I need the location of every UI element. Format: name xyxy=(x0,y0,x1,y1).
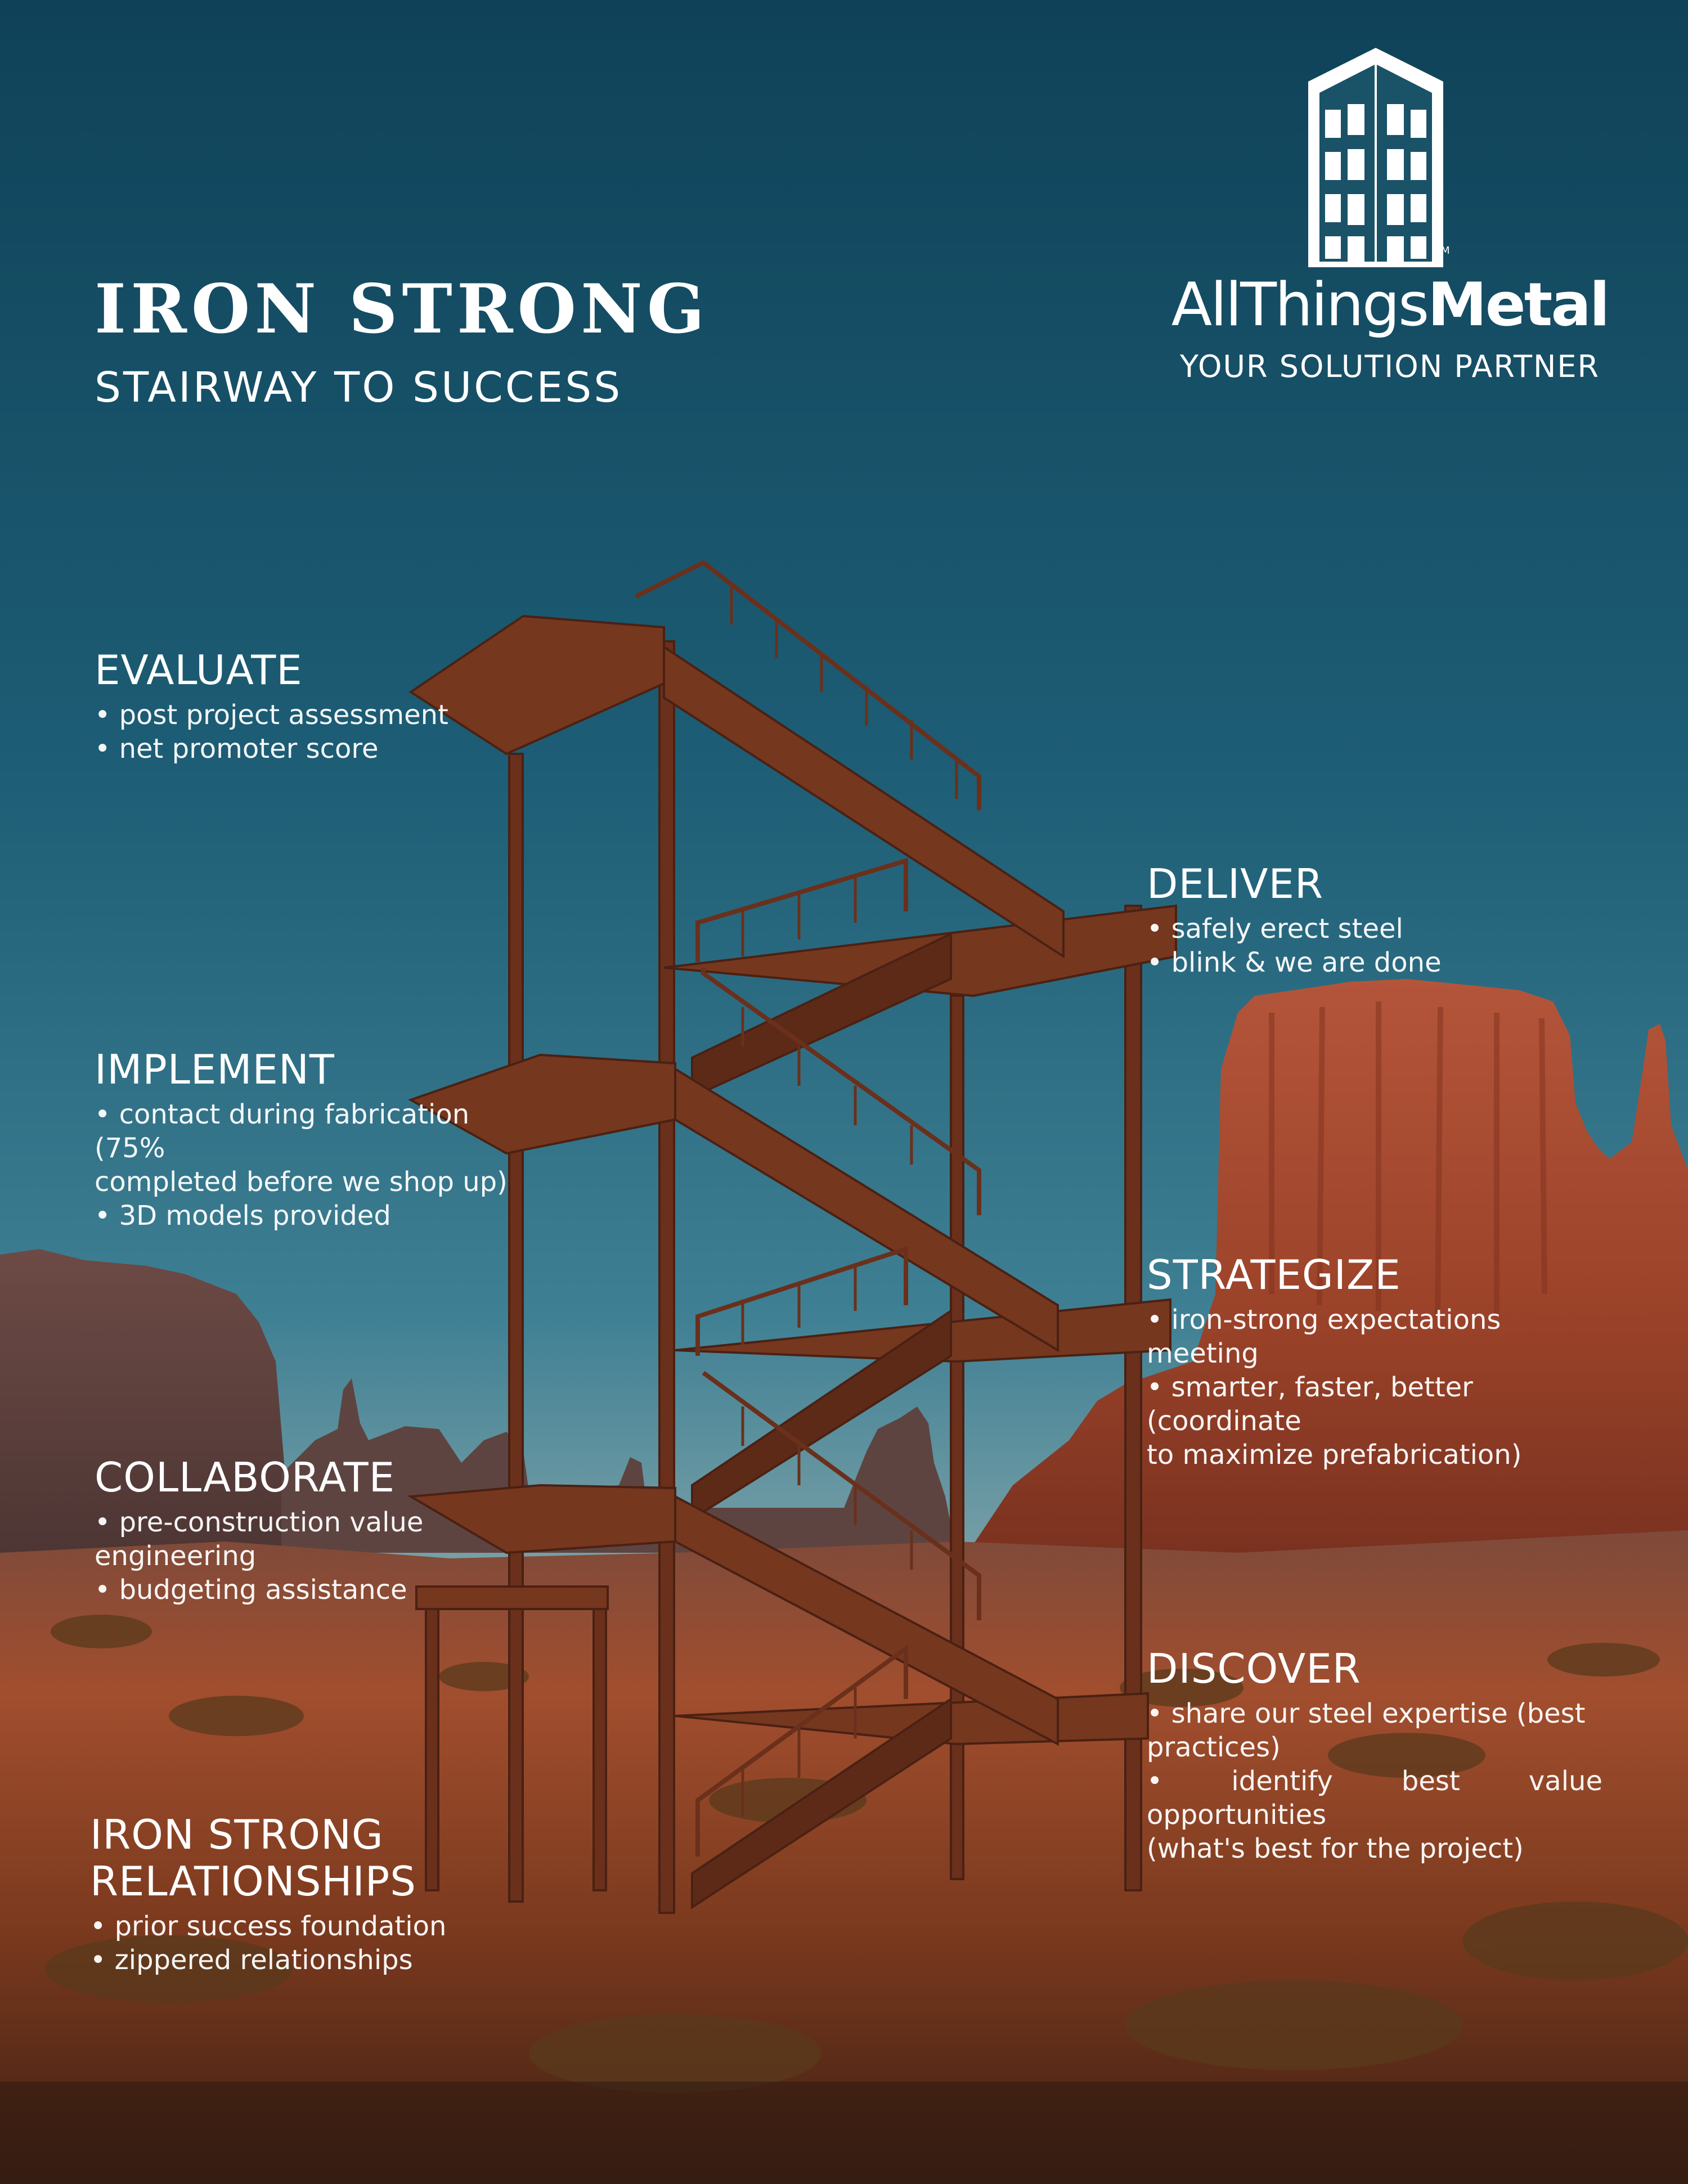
step-heading: IMPLEMENT xyxy=(95,1046,335,1093)
bullet-item: • safely erect steel xyxy=(1147,913,1403,945)
brand-name-part2: Metal xyxy=(1427,270,1609,339)
bullet-item: • zippered relationships xyxy=(90,1944,413,1976)
step-strategize xyxy=(1147,1252,1608,1472)
step-bullets xyxy=(95,698,488,766)
step-heading-line1: IRON STRONG xyxy=(90,1811,384,1858)
step-bullets xyxy=(95,1506,443,1607)
bullet-item: • 3D models provided xyxy=(95,1199,391,1232)
foreground-shadow xyxy=(0,2082,1688,2184)
step-deliver xyxy=(1147,861,1597,979)
bullet-item: • identify best value opportunities xyxy=(1147,1765,1602,1831)
step-evaluate xyxy=(95,647,488,766)
step-bullets xyxy=(1147,1697,1602,1866)
step-discover xyxy=(1147,1646,1602,1866)
bullet-item: (what's best for the project) xyxy=(1147,1832,1524,1864)
step-heading: DISCOVER xyxy=(1147,1645,1361,1692)
brand-logo xyxy=(1142,45,1637,405)
bullet-item: • net promoter score xyxy=(95,733,379,765)
brand-wordmark xyxy=(1142,270,1637,339)
brand-name-part1: AllThings xyxy=(1171,270,1428,339)
bullet-item: • budgeting assistance xyxy=(95,1574,407,1606)
bullet-item: • share our steel expertise (best xyxy=(1147,1697,1586,1729)
bullet-item: to maximize prefabrication) xyxy=(1147,1439,1522,1471)
bullet-item: • iron-strong expectations meeting xyxy=(1147,1304,1501,1369)
bullet-item: • post project assessment xyxy=(95,699,448,731)
bullet-item: • contact during fabrication (75% xyxy=(95,1098,470,1164)
step-heading: COLLABORATE xyxy=(95,1454,396,1501)
step-relationships xyxy=(90,1812,518,1977)
page-subtitle: STAIRWAY TO SUCCESS xyxy=(95,363,623,412)
trademark-mark: TM xyxy=(1435,245,1450,257)
step-heading: STRATEGIZE xyxy=(1147,1251,1401,1298)
step-bullets xyxy=(95,1098,522,1233)
step-heading: DELIVER xyxy=(1147,860,1324,907)
step-bullets xyxy=(1147,1303,1608,1472)
bullet-item: • pre-construction value xyxy=(95,1506,424,1538)
step-heading-line2: RELATIONSHIPS xyxy=(90,1857,416,1905)
bullet-item: • smarter, faster, better (coordinate xyxy=(1147,1371,1473,1437)
bullet-item: completed before we shop up) xyxy=(95,1166,508,1198)
page-title: IRON STRONG xyxy=(95,269,710,349)
bullet-item: practices) xyxy=(1147,1731,1281,1763)
step-bullets xyxy=(90,1909,518,1977)
step-heading: EVALUATE xyxy=(95,646,303,694)
step-collaborate xyxy=(95,1454,443,1607)
title-block xyxy=(95,269,710,412)
bullet-item: • prior success foundation xyxy=(90,1910,447,1942)
step-implement xyxy=(95,1046,522,1233)
bullet-item: engineering xyxy=(95,1540,257,1572)
step-bullets xyxy=(1147,912,1597,979)
bullet-item: • blink & we are done xyxy=(1147,946,1442,978)
brand-tagline: YOUR SOLUTION PARTNER xyxy=(1179,349,1600,384)
